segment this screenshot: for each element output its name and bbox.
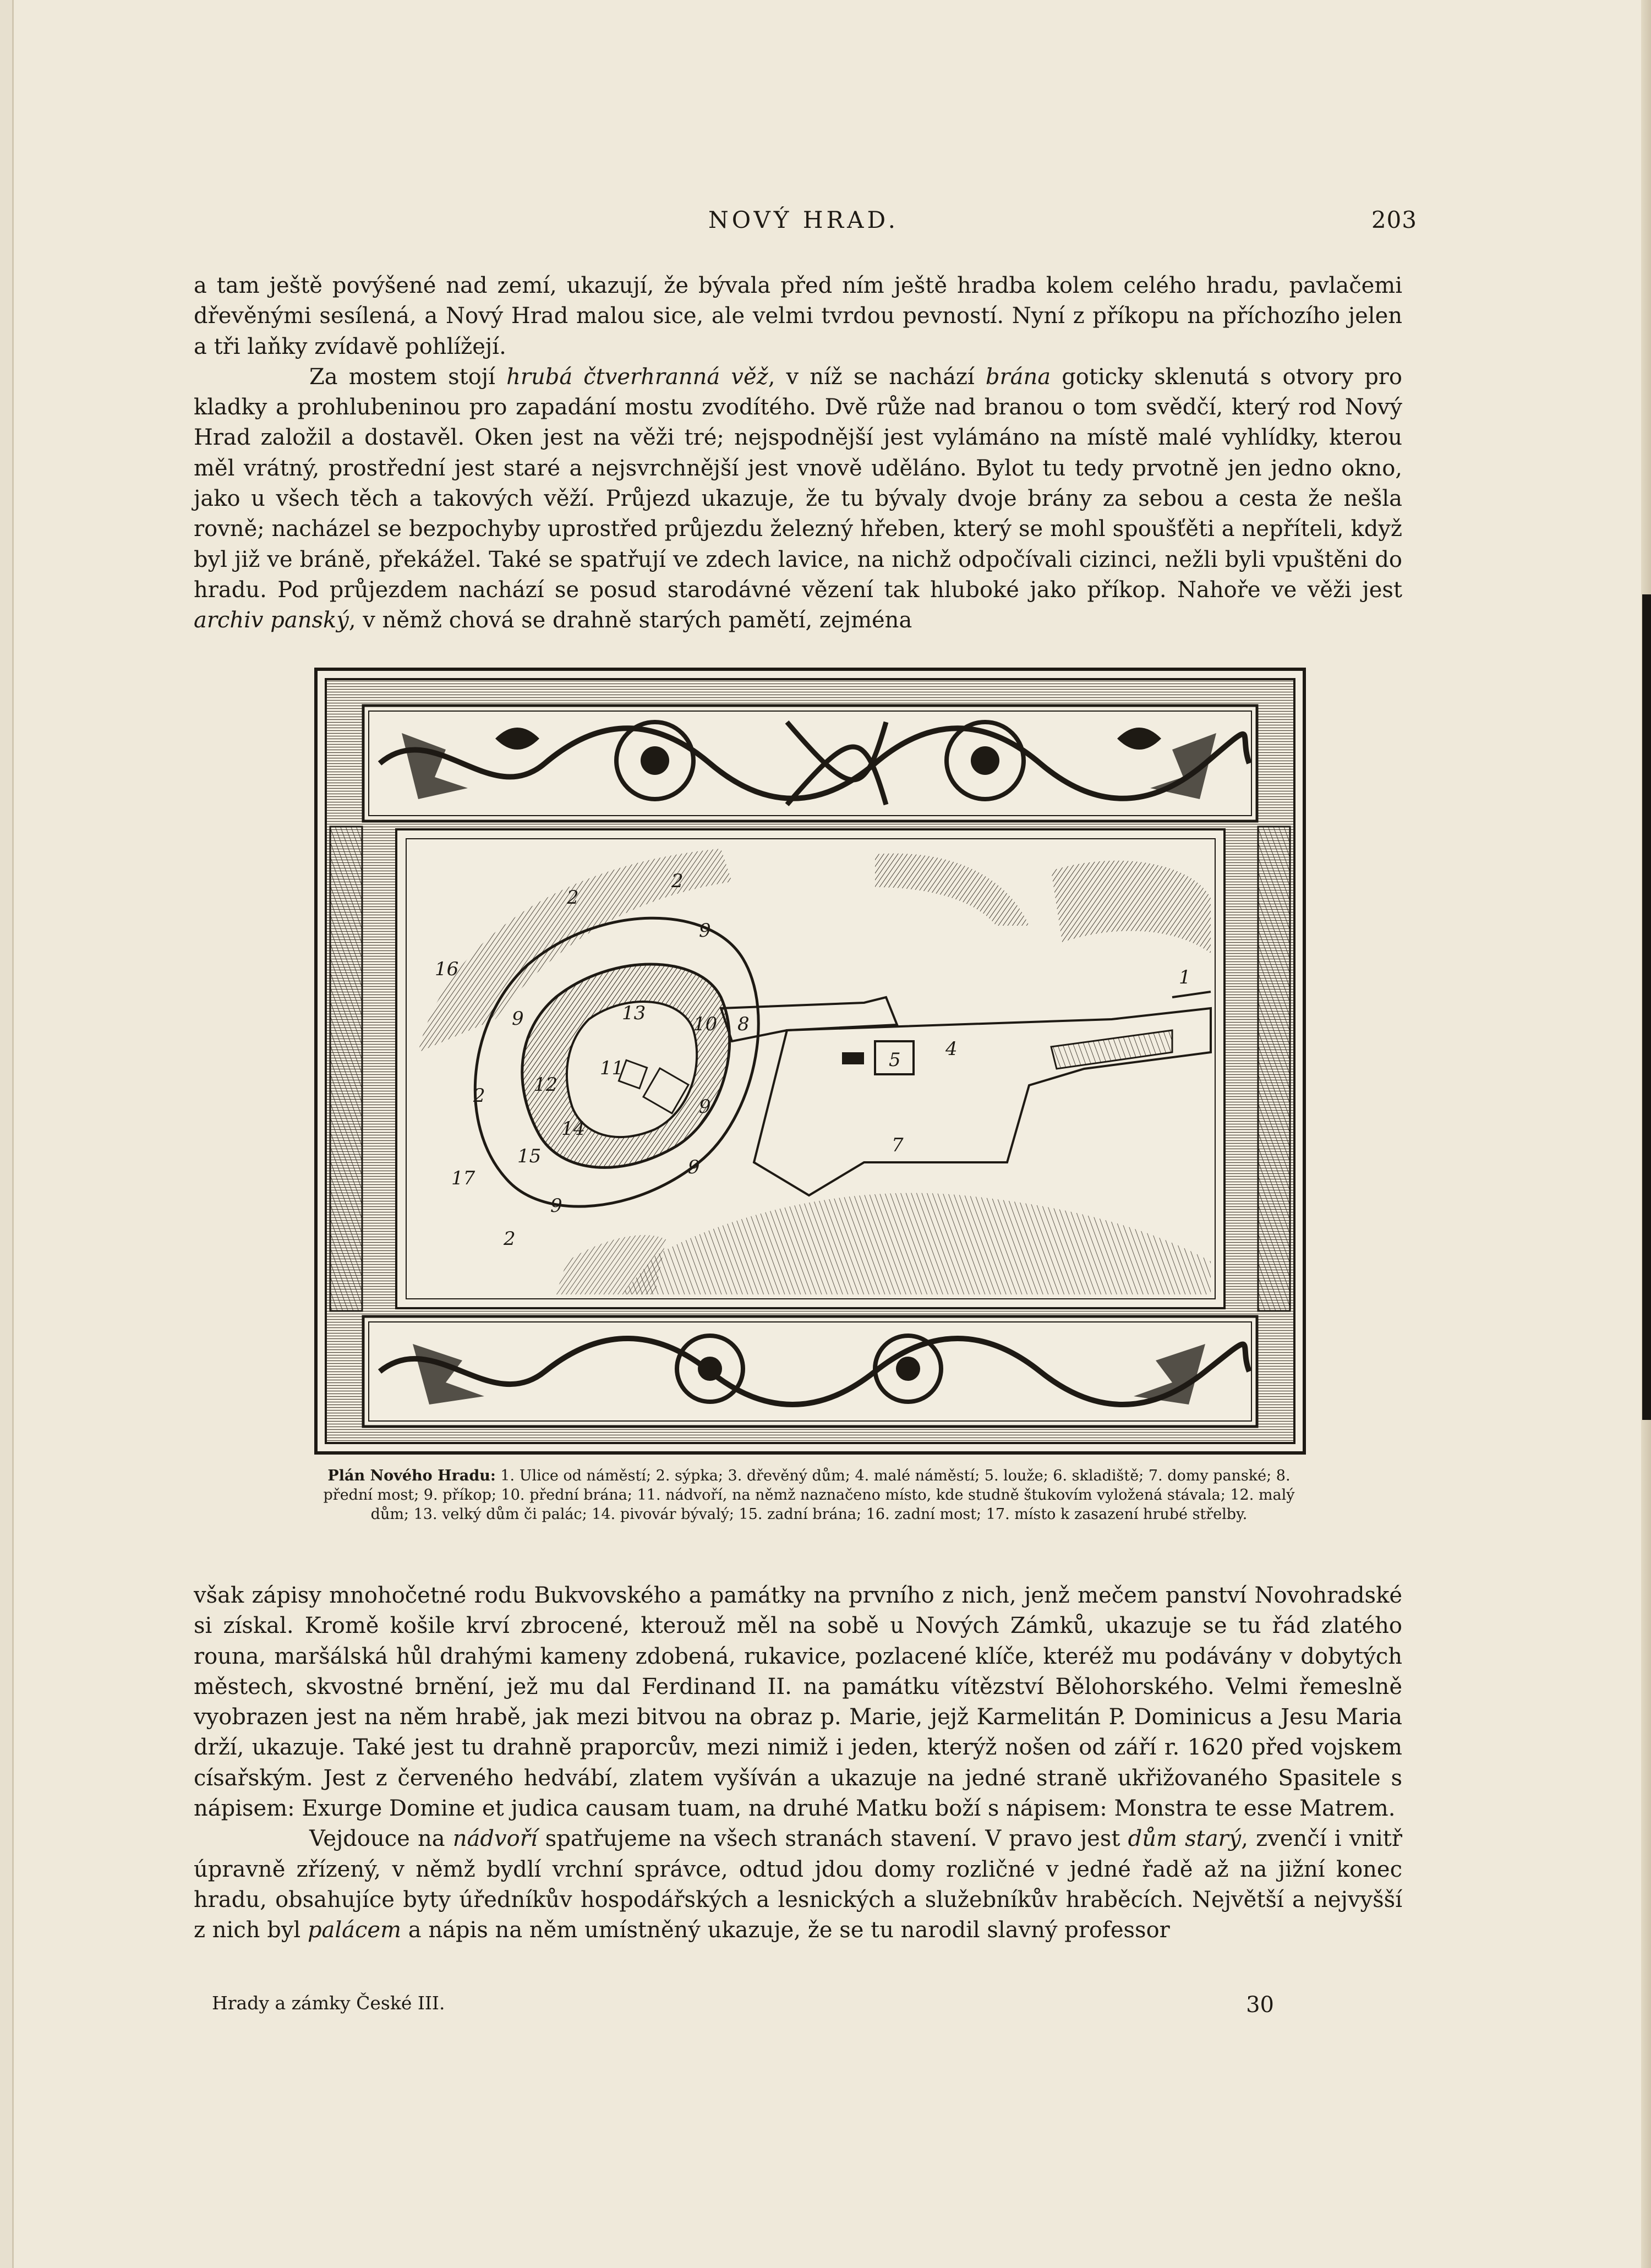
plan-label: 2	[504, 1228, 516, 1250]
plan-label: 5	[889, 1049, 901, 1071]
plan-label: 12	[534, 1074, 558, 1096]
plan-map	[396, 829, 1224, 1308]
book-title: Hrady a zámky České III.	[212, 1992, 445, 2014]
page-number: 203	[1371, 206, 1417, 233]
castle-plan-engraving	[314, 667, 1306, 1455]
plan-label: 2	[671, 870, 684, 892]
caption-body: 1. Ulice od náměstí; 2. sýpka; 3. dřevěný dům; 4. malé náměstí; 5. louže; 6. skladiště; 7. domy panské; 8. přední most; 9. příkop; 10. přední brána; 11. nádvoří, na němž naznačeno místo, kde studně štukovím vyložená stávala; 12. malý dům; 13. velký dům či palác; 14. pivovár bývalý; 15. zadní brána; 16. zadní most; 17. místo k zasazení hrubé střelby.	[323, 1467, 1295, 1523]
body-text-top	[194, 271, 1402, 636]
running-header	[190, 206, 1417, 245]
plan-label: 11	[600, 1057, 624, 1079]
plan-label: 10	[693, 1013, 718, 1035]
scan-edge-mark	[1642, 594, 1651, 1420]
plan-label: 17	[451, 1167, 475, 1189]
paragraph: však zápisy mnohočetné rodu Bukvovského a památky na prvního z nich, jenž mečem panství Novohradské si získal. Kromě košile krví zbrocené, kterouž měl na sobě u Nových Zámků, ukazuje se tu řád zlatého rouna, maršálská hůl drahými kameny zdobená, rukavice, pozlacené klíče, kteréž mu podávány v dobytých městech, skvostné brnění, jež mu dal Ferdinand II. na památku vítězství Bělohorského. Velmi řemeslně vyobrazen jest na něm hrabě, jak mezi bitvou na obraz p. Marie, jejž Karmelitán P. Dominicus a Jesu Maria drží, ukazuje. Také jest tu drahně praporcův, mezi nimiž i jeden, kterýž nošen od září r. 1620 před vojskem císařským. Jest z červeného hedvábí, zlatem vyšíván a ukazuje na jedné straně ukřižovaného Spasitele s nápisem: Exurge Domine et judica causam tuam, na druhé Matku boží s nápisem: Monstra te esse Matrem.	[194, 1583, 1402, 1822]
castle-plan-figure	[314, 667, 1306, 1455]
paragraph: a tam ještě povýšené nad zemí, ukazují, že bývala před ním ještě hradba kolem celého hradu, pavlačemi dřevěnými sesílená, a Nový Hrad malou sice, ale velmi tvrdou pevností. Nyní z příkopu na příchozího jelen a tři laňky zvídavě pohlížejí.	[194, 273, 1402, 359]
plan-label: 2	[567, 887, 579, 909]
plan-label: 9	[688, 1156, 700, 1178]
paragraph: Vejdouce na nádvoří spatřujeme na všech stranách stavení. V pravo jest dům starý, zvenčí i vnitř úpravně zřízený, v němž bydlí vrchní správce, odtud jdou domy rozličné v jedné řadě až na jižní konec hradu, obsahujíce byty úředníkův hospodářských a lesnických a služebníkův hraběcích. Největší a nejvyšší z nich byl palácem a nápis na něm umístněný ukazuje, že se tu narodil slavný professor	[194, 1826, 1402, 1943]
plan-label: 2	[473, 1085, 485, 1107]
ornament-band-bottom	[363, 1316, 1257, 1427]
plan-label: 13	[622, 1002, 646, 1024]
plan-label: 16	[435, 958, 459, 980]
figure-caption	[305, 1466, 1313, 1524]
running-title: NOVÝ HRAD.	[708, 206, 899, 233]
signature-mark: 30	[1246, 1992, 1274, 2018]
plan-label: 9	[550, 1195, 562, 1217]
plan-label: 15	[517, 1145, 542, 1167]
ornament-band-top	[363, 706, 1257, 821]
plan-label: 9	[699, 920, 711, 942]
paragraph: Za mostem stojí hrubá čtverhranná věž, v níž se nachází brána goticky sklenutá s otvory pro kladky a prohlubeninou pro zapadání mostu zvodítého. Dvě růže nad branou o tom svědčí, který rod Nový Hrad založil a dostavěl. Oken jest na věži tré; nejspodnější jest vylámáno na místě malé vyhlídky, kterou měl vrátný, prostřední jest staré a nejsvrchnější jest vnově uděláno. Bylot tu tedy prvotně jen jedno okno, jako u všech těch a takových věží. Průjezd ukazuje, že tu bývaly dvoje brány za sebou a cesta že nešla rovně; nacházel se bezpochyby uprostřed průjezdu železný hřeben, který se mohl spoušťěti a nepříteli, když byl již ve bráně, překážel. Také se spatřují ve zdech lavice, na nichž odpočívali cizinci, nežli byli vpuštěni do hradu. Pod průjezdem nachází se posud starodávné vězení tak hluboké jako příkop. Nahoře ve věži jest archiv panský, v němž chová se drahně starých pamětí, zejména	[194, 364, 1403, 633]
plan-label: 1	[1179, 966, 1191, 988]
body-text-bottom	[194, 1581, 1402, 1946]
plan-label: 14	[561, 1118, 586, 1140]
plan-label: 8	[737, 1013, 750, 1035]
plan-label: 4	[945, 1038, 958, 1060]
plan-label: 9	[512, 1008, 524, 1030]
caption-title: Plán Nového Hradu:	[327, 1467, 496, 1484]
plan-label: 7	[892, 1134, 904, 1156]
plan-label: 9	[699, 1096, 711, 1118]
page-footer	[212, 1992, 1274, 2020]
